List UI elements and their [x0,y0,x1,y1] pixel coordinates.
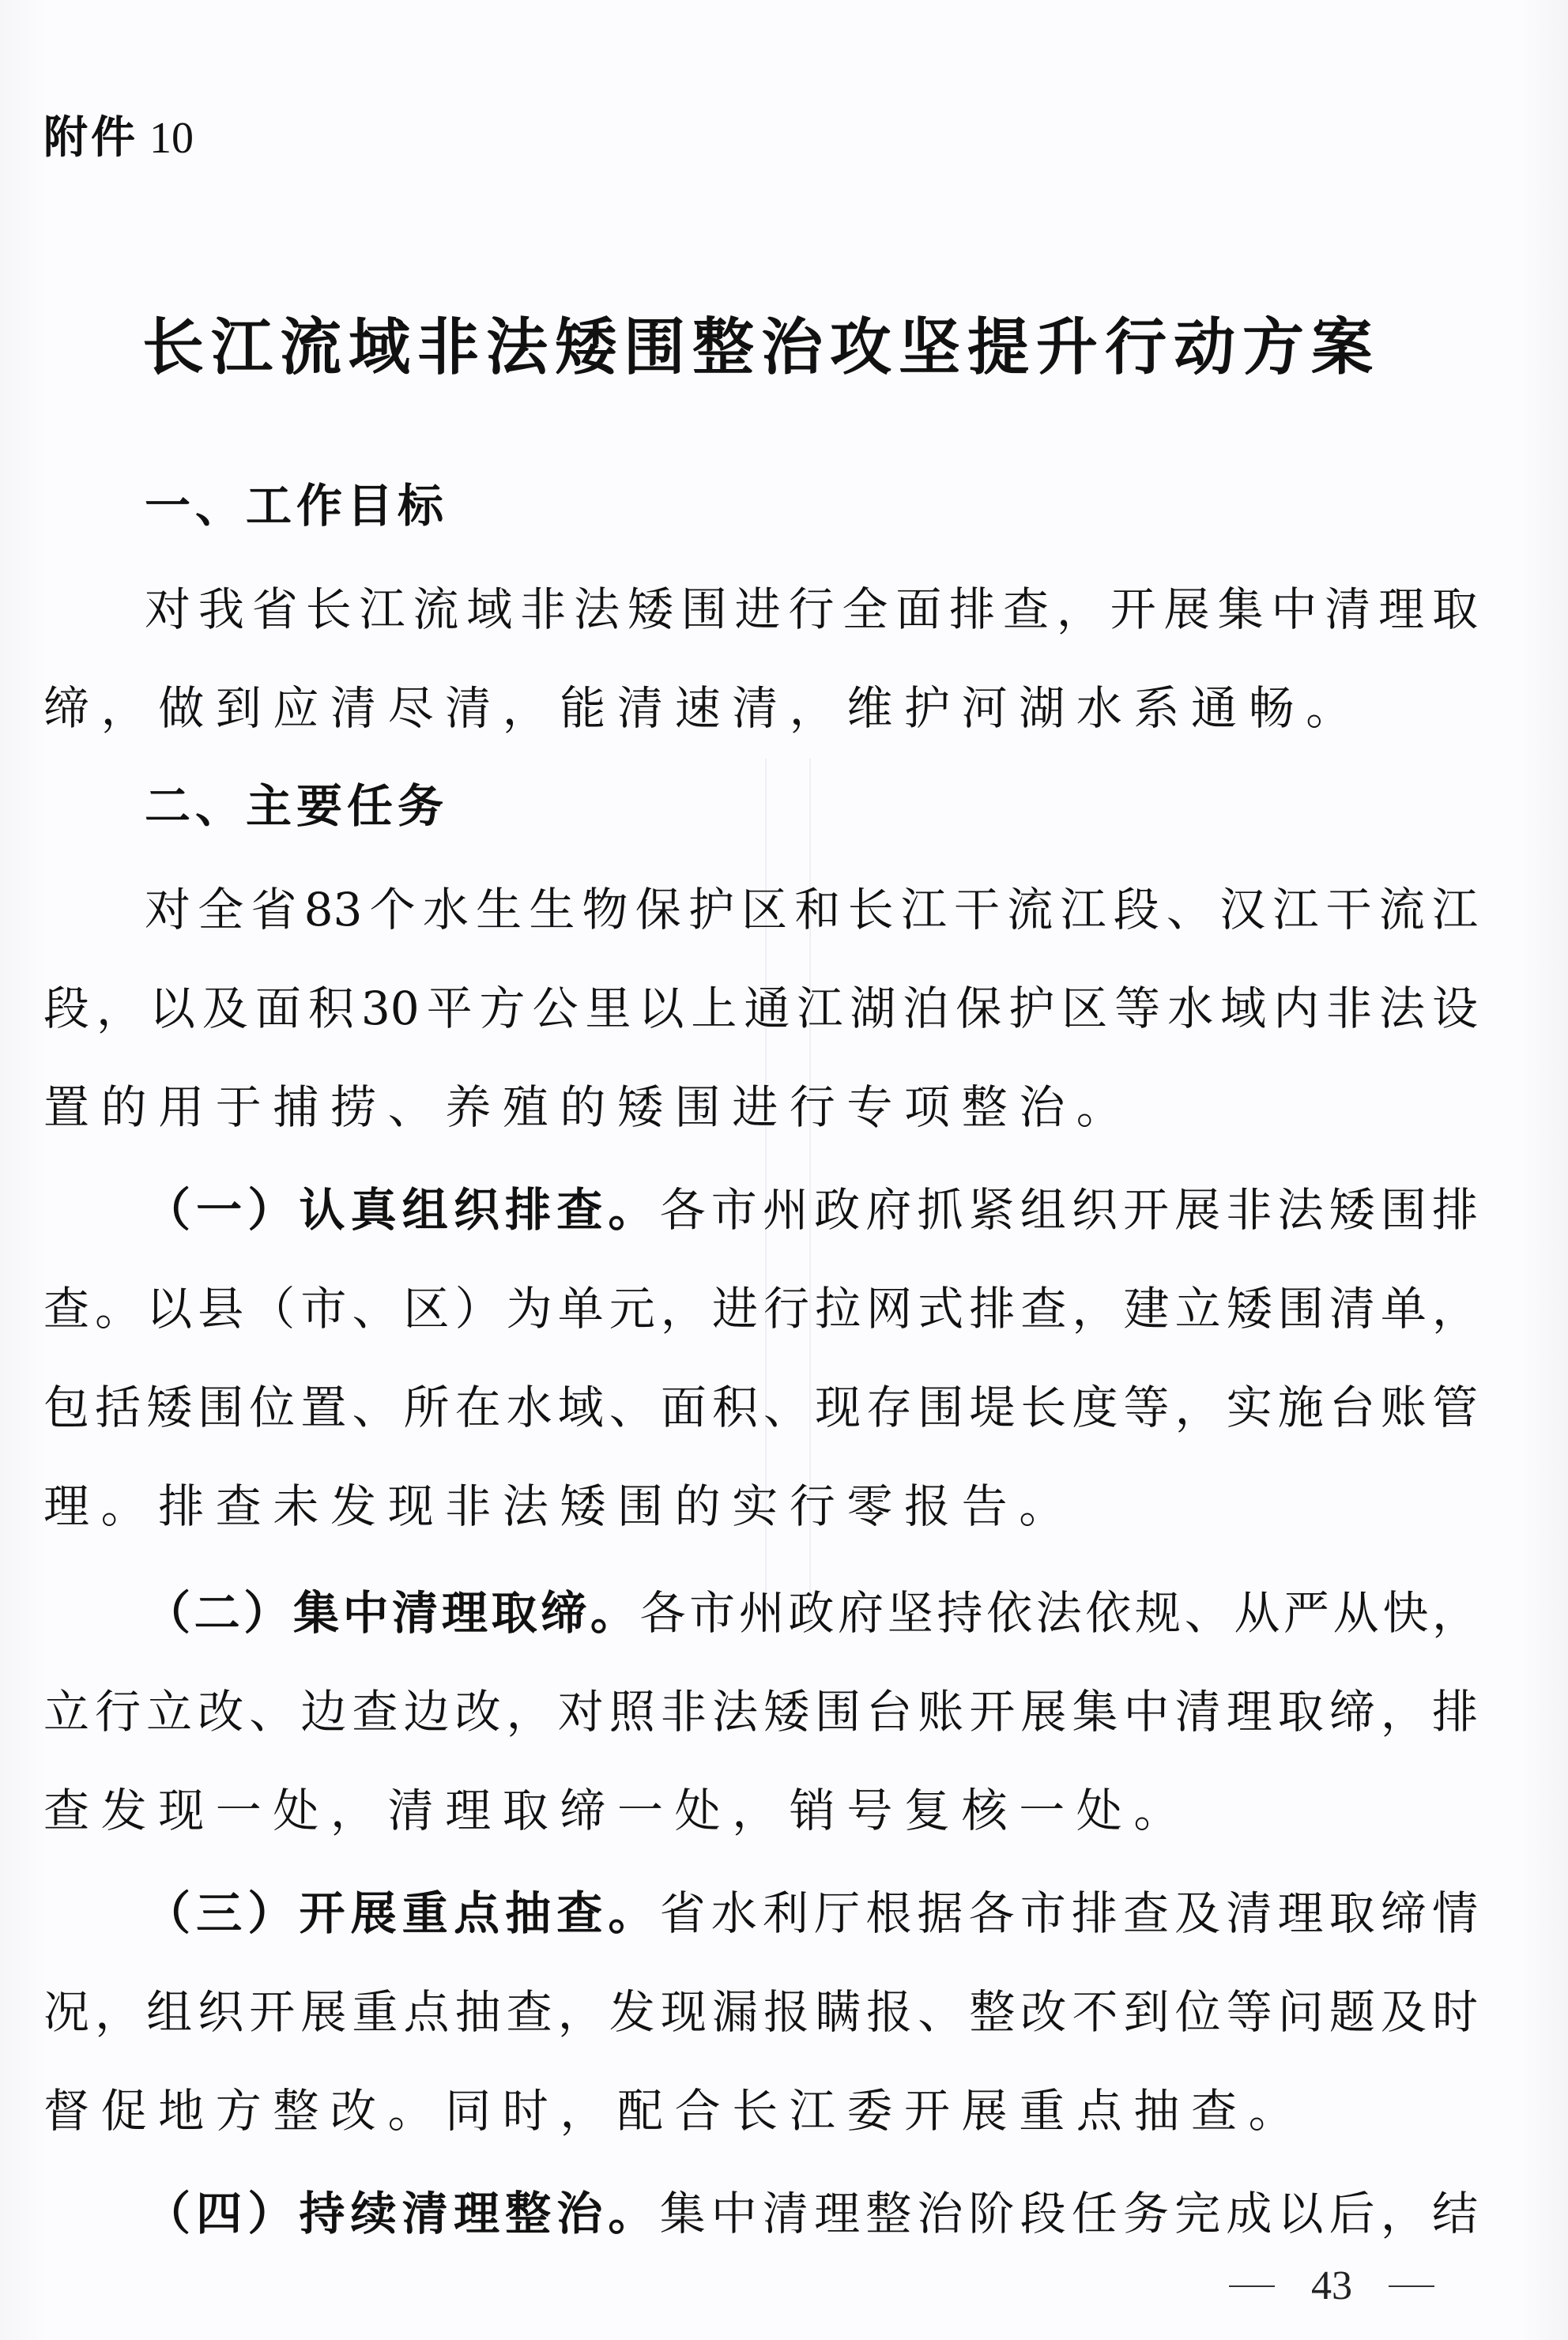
page-number [1229,2259,1434,2314]
subsection-lead-spot-check: （三）开展重点抽查。 [145,1886,660,1940]
subsection-line-continuous [145,2185,1478,2242]
paragraph-line: 查发现一处，清理取缔一处，销号复核一处。 [43,1784,1192,1837]
paragraph-line: 督促地方整改。同时，配合长江委开展重点抽查。 [43,2084,1306,2138]
paragraph-text: 各市州政府抓紧组织开展非法矮围排 [659,1183,1478,1237]
page-number-value: 43 [1311,2263,1352,2308]
paragraph-line: 查。以县（市、区）为单元，进行拉网式排查，建立矮围清单， [43,1282,1478,1336]
paragraph-text: 集中清理整治阶段任务完成以后，结 [659,2187,1478,2240]
paragraph-text: 省水利厅根据各市排查及清理取缔情 [659,1886,1478,1940]
paragraph-line: 对全省83个水生生物保护区和长江干流江段、汉江干流江 [145,883,1478,936]
attachment-label [43,111,194,166]
page-number-dash-left [1229,2285,1275,2287]
subsection-lead-investigation: （一）认真组织排查。 [145,1183,660,1237]
paragraph-line: 对我省长江流域非法矮围进行全面排查，开展集中清理取 [145,582,1478,636]
subsection-line-cleanup [145,1584,1478,1641]
paragraph-line: 段，以及面积30平方公里以上通江湖泊保护区等水域内非法设 [43,982,1478,1035]
attachment-keyword: 附件 [43,112,138,164]
paragraph-line: 立行立改、边查边改，对照非法矮围台账开展集中清理取缔，排 [43,1685,1478,1739]
paragraph-line: 包括矮围位置、所在水域、面积、现存围堤长度等，实施台账管 [43,1381,1478,1434]
section-heading-goals: 一、工作目标 [145,479,449,533]
paragraph-line: 况，组织开展重点抽查，发现漏报瞒报、整改不到位等问题及时 [43,1985,1478,2039]
paragraph-line: 置的用于捕捞、养殖的矮围进行专项整治。 [43,1080,1134,1134]
subsection-line-investigation [145,1181,1478,1238]
subsection-line-spot-check [145,1885,1478,1942]
paragraph-text: 各市州政府坚持依法依规、从严从快， [639,1586,1478,1640]
subsection-lead-cleanup: （二）集中清理取缔。 [145,1586,640,1640]
document-title: 长江流域非法矮围整治攻坚提升行动方案 [142,311,1381,383]
paragraph-line: 缔，做到应清尽清，能清速清，维护河湖水系通畅。 [43,681,1363,735]
page-number-dash-right [1389,2285,1434,2287]
paragraph-line: 理。排查未发现非法矮围的实行零报告。 [43,1479,1076,1533]
section-heading-tasks: 二、主要任务 [145,779,449,833]
attachment-number: 10 [149,114,194,163]
subsection-lead-continuous: （四）持续清理整治。 [145,2187,660,2240]
